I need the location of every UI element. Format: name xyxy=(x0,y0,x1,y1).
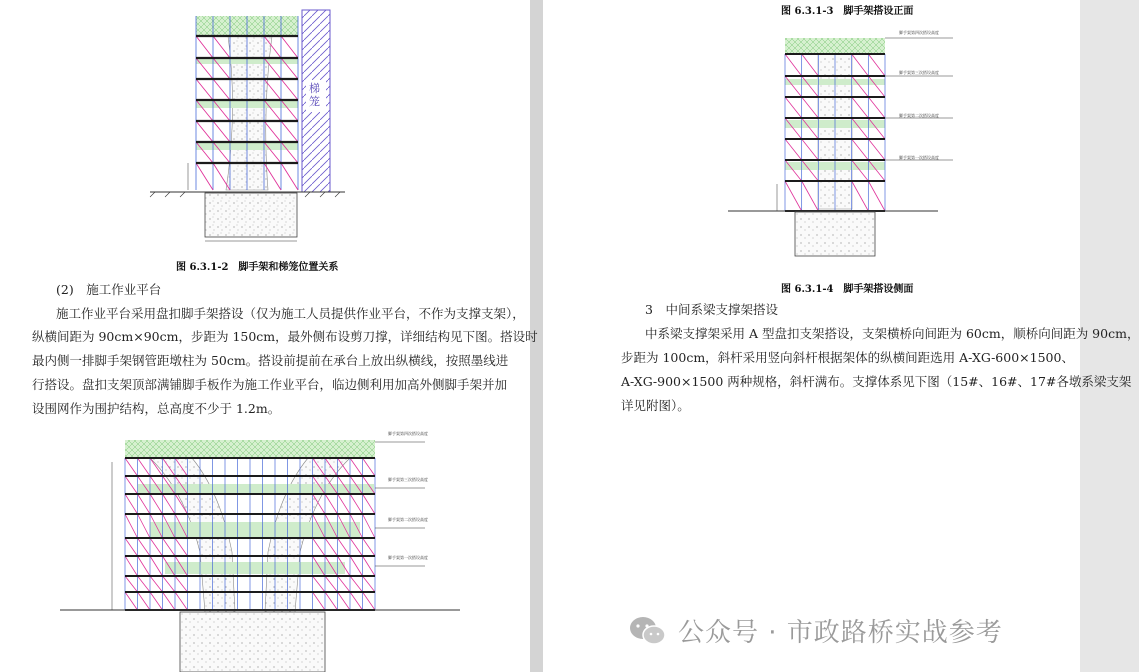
scaffold-stair-elevation-figure xyxy=(0,0,530,245)
right-figure-label-1: 脚手架第一次搭设高度 xyxy=(899,155,939,160)
document-page-right xyxy=(543,0,1139,672)
bottom-figure-label-3: 脚手架第三次搭设高度 xyxy=(388,477,428,482)
scaffold-front-side-figure xyxy=(543,24,1080,274)
figure-caption-6-3-1-3: 图 6.3.1-3 脚手架搭设正面 xyxy=(781,6,914,17)
figure-caption-6-3-1-2: 图 6.3.1-2 脚手架和梯笼位置关系 xyxy=(176,262,339,273)
document-page-left xyxy=(0,0,538,672)
watermark-text: 公众号 · 市政路桥实战参考 xyxy=(678,618,1003,648)
bottom-figure-label-1: 脚手架第一次搭设高度 xyxy=(388,555,428,560)
section-heading-work-platform: (2) 施工作业平台 xyxy=(56,282,162,297)
paragraph-line-2: 纵横间距为 90cm×90cm，步距为 150cm，最外侧布设剪刀撑，详细结构见下图。搭设时 xyxy=(32,329,538,344)
right-paragraph-line-2: 步距为 100cm，斜杆采用竖向斜杆根据架体的纵横间距选用 A-XG-600×1500、 xyxy=(621,350,1074,365)
wechat-watermark xyxy=(628,612,1003,649)
right-paragraph-line-1: 中系梁支撑架采用 A 型盘扣支架搭设，支架横桥向间距为 60cm，顺桥向间距为 90cm， xyxy=(645,326,1139,341)
paragraph-line-5: 设围网作为围护结构，总高度不少于 1.2m。 xyxy=(32,401,281,416)
right-figure-label-2: 脚手架第二次搭设高度 xyxy=(899,113,939,118)
right-paragraph-line-3: A-XG-900×1500 两种规格，斜杆满布。支撑体系见下图（15#、16#、17#各墩系梁支架 xyxy=(621,374,1132,389)
wechat-icon xyxy=(628,614,668,648)
right-figure-label-3: 脚手架第三次搭设高度 xyxy=(899,70,939,75)
paragraph-line-3: 最内侧一排脚手架钢管距墩柱为 50cm。搭设前提前在承台上放出纵横线，按照墨线进 xyxy=(32,353,509,368)
bottom-figure-label-2: 脚手架第二次搭设高度 xyxy=(388,517,428,522)
section-heading-tie-beam: 3 中间系梁支撑架搭设 xyxy=(645,302,778,317)
bottom-figure-label-4: 脚手架第四次搭设高度 xyxy=(388,431,428,436)
right-figure-label-4: 脚手架第四次搭设高度 xyxy=(899,30,939,35)
figure-caption-6-3-1-4: 图 6.3.1-4 脚手架搭设侧面 xyxy=(781,284,914,295)
paragraph-line-4: 行搭设。盘扣支架顶部满铺脚手板作为施工作业平台，临边侧利用加高外侧脚手架并加 xyxy=(32,377,508,392)
right-paragraph-line-4: 详见附图）。 xyxy=(621,398,690,413)
paragraph-line-1: 施工作业平台采用盘扣脚手架搭设（仅为施工人员提供作业平台，不作为支撑支架）， xyxy=(56,306,525,321)
stair-cage-label: 梯笼 xyxy=(309,82,320,108)
work-platform-scaffold-figure xyxy=(0,432,530,672)
